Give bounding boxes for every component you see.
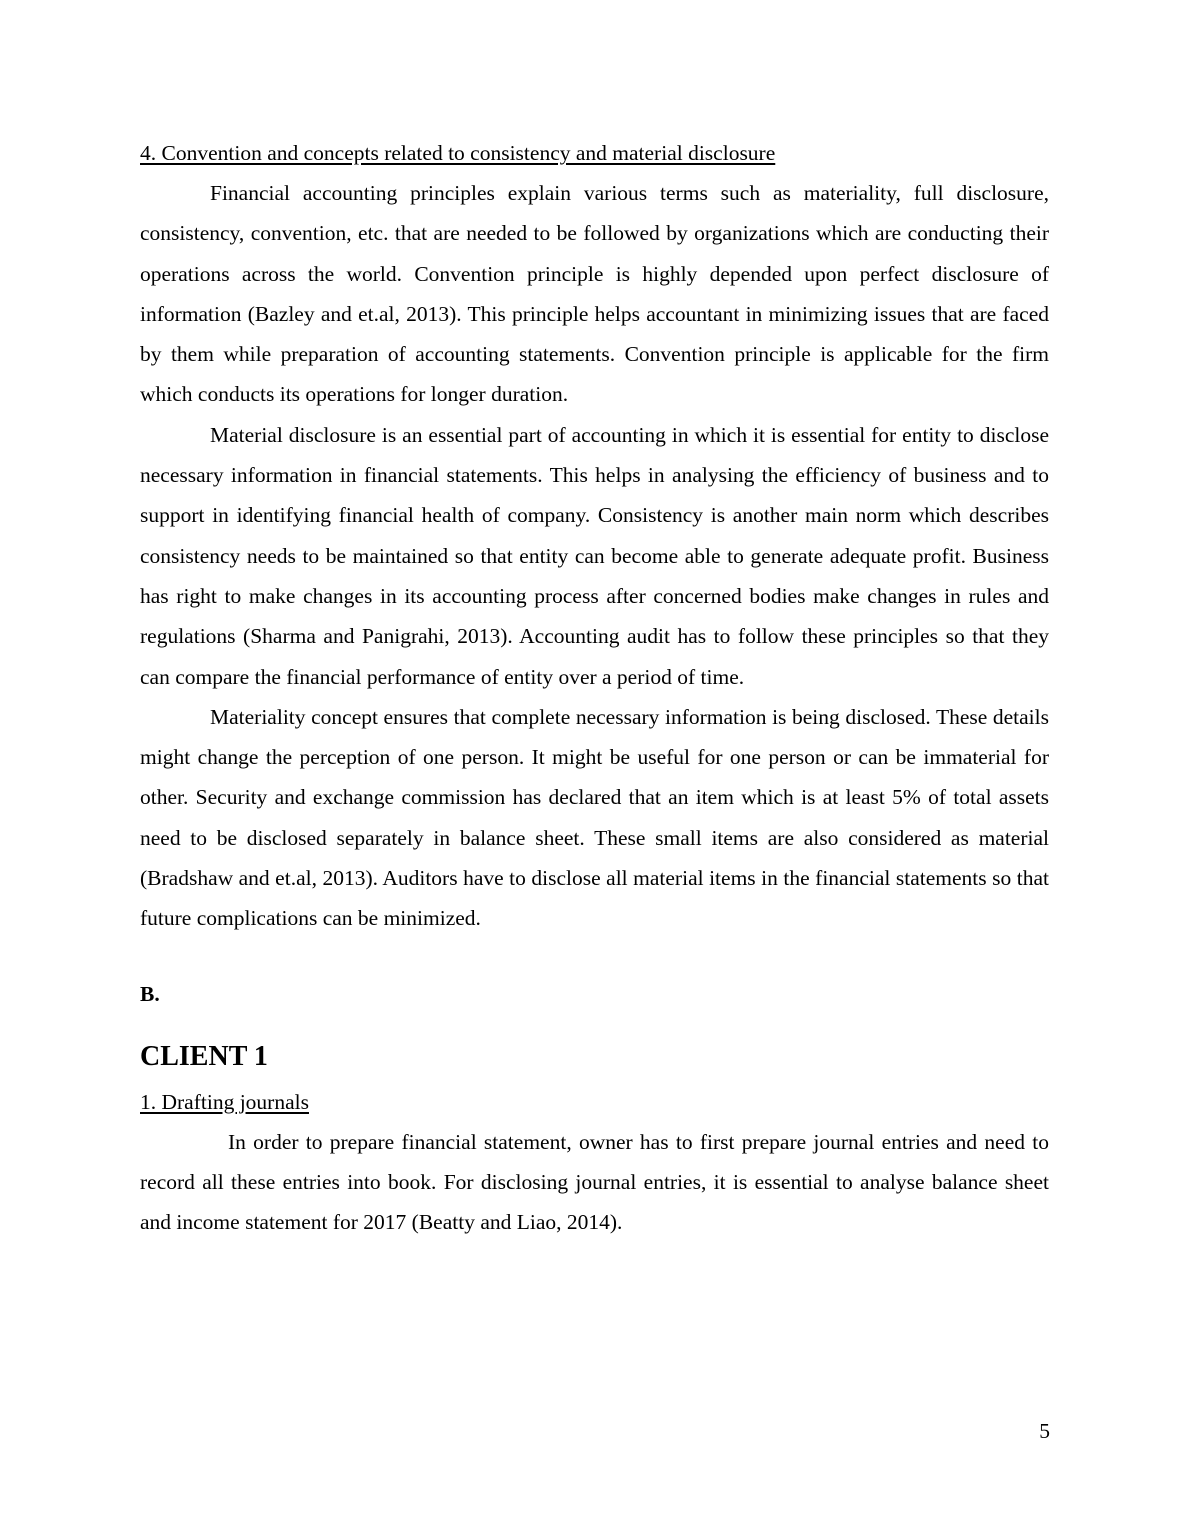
document-page <box>140 137 1049 1243</box>
drafting-journals-paragraph: In order to prepare financial statement, owner has to first prepare journal entries and need to record all these entries into book. For disclosing journal entries, it is essential to analyse balance sheet and income statement for 2017 (Beatty and Liao, 2014). <box>140 1129 1049 1235</box>
page-number: 5 <box>1039 1419 1050 1443</box>
section-b-label: B. <box>140 981 160 1006</box>
drafting-journals-heading: 1. Drafting journals <box>140 1089 309 1114</box>
client-1-heading: CLIENT 1 <box>140 1040 268 1072</box>
section-4-heading: 4. Convention and concepts related to consistency and material disclosure <box>140 141 776 165</box>
section-4-paragraph-3: Materiality concept ensures that complete necessary information is being disclosed. These details might change the perception of one person. It might be useful for one person or can be immaterial for other. Security and exchange commission has declared that an item which is at least 5% of total assets need to be disclosed separately in balance sheet. These small items are also considered as material (Bradshaw and et.al, 2013). Auditors have to disclose all material items in the financial statements so that future complications can be minimized. <box>140 704 1049 931</box>
section-4-paragraph-2: Material disclosure is an essential part of accounting in which it is essential for entity to disclose necessary information in financial statements. This helps in analysing the efficiency of business and to support in identifying financial health of company. Consistency is another main norm which describes consistency needs to be maintained so that entity can become able to generate adequate profit. Business has right to make changes in its accounting process after concerned bodies make changes in rules and regulations (Sharma and Panigrahi, 2013). Accounting audit has to follow these principles so that they can compare the financial performance of entity over a period of time. <box>140 422 1049 689</box>
section-4-paragraph-1: Financial accounting principles explain various terms such as materiality, full disclosure, consistency, convention, etc. that are needed to be followed by organizations which are conducting their operations across the world. Convention principle is highly depended upon perfect disclosure of information (Bazley and et.al, 2013). This principle helps accountant in minimizing issues that are faced by them while preparation of accounting statements. Convention principle is applicable for the firm which conducts its operations for longer duration. <box>140 181 1049 407</box>
